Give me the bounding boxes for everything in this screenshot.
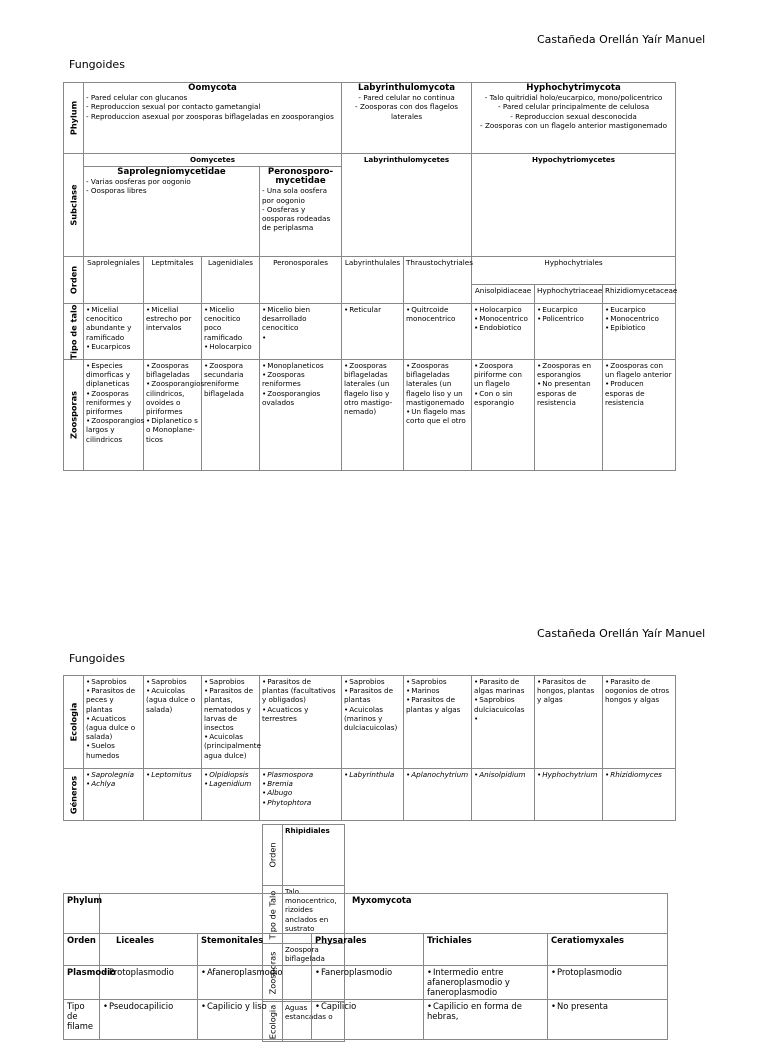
myxo-phylum-value: Myxomycota — [100, 894, 668, 934]
orden-hyphochytriales: Hyphochytriales — [472, 257, 676, 285]
myxo-orden-ceratiomyxales: Ceratiomyxales — [548, 934, 668, 966]
familia-hyphochytriaceae: Hyphochytriaceae — [535, 285, 603, 304]
myxo-tipo-stemonitales: • Capilicio y liso — [198, 1000, 312, 1040]
section-heading-2: Fungoides — [69, 652, 125, 665]
row-label-phylum: Phylum — [64, 83, 84, 154]
talo-saprolegniales: • Micelial cenocitico abundante y ramificado • Eucarpicos — [84, 304, 144, 360]
row-label-zoosporas: Zoosporas — [64, 360, 84, 471]
gen-labyrinthulales: • Labyrinthula — [342, 769, 404, 821]
orden-peronosporales: Peronosporales — [260, 257, 342, 304]
myxo-tipo-trichiales: • Capilicio en forma de hebras, — [424, 1000, 548, 1040]
zoo-lagenidiales: • Zoospora secundaria reniforme biflagelada — [202, 360, 260, 471]
familia-rhizidiomycetaceae: Rhizidiomycetaceae — [603, 285, 676, 304]
zoo-saprolegniales: • Especies dimorficas y diplaneticas • Zoosporas reniformes y piriformes • Zoosporangios largos y cilindricos — [84, 360, 144, 471]
orden-thraustochytriales: Thraustochytriales — [404, 257, 472, 304]
section-heading: Fungoides — [69, 58, 125, 71]
author-name-2: Castañeda Orellán Yaír Manuel — [537, 627, 706, 640]
rhipi-eco-label: Ecologia — [263, 1002, 283, 1042]
fungoides-table-2 — [63, 675, 676, 821]
eco-thraustochytriales: • Saprobios • Marinos • Parasitos de plantas y algas — [404, 676, 472, 769]
phylum-hyphochytrimycota: Hyphochytrimycota - Talo quitridial holo/eucarpico, mono/policentrico - Pared celular principalmente de celulosa - Reproduccion sexual desconocida - Zoosporas con un flagelo anterior mastigonemado — [472, 83, 676, 154]
eco-lagenidiales: • Saprobios • Parasitos de plantas, nematodos y larvas de insectos • Acuicolas (principalmente agua dulce) — [202, 676, 260, 769]
phylum-labyrinthulomycota: Labyrinthulomycota - Pared celular no continua - Zoosporas con dos flagelos laterales — [342, 83, 472, 154]
eco-hyphochytriaceae: • Parasitos de hongos, plantas y algas — [535, 676, 603, 769]
zoo-peronosporales: • Monoplaneticos • Zoosporas reniformes • Zoosporangios ovalados — [260, 360, 342, 471]
orden-labyrinthulales: Labyrinthulales — [342, 257, 404, 304]
phylum-oomycota: Oomycota - Pared celular con glucanos - Reproduccion sexual por contacto gametangial - Reproduccion asexual por zoosporas biflageladas en zoosporangios — [84, 83, 342, 154]
orden-lagenidiales: Lagenidiales — [202, 257, 260, 304]
clase-hypochytriomycetes: Hypochytriomycetes — [472, 154, 676, 257]
rhipi-zoo-value: Zoospora biflagelada — [283, 944, 345, 1002]
row-label-orden: Orden — [64, 257, 84, 304]
clase-oomycetes: Oomycetes — [84, 154, 342, 167]
zoo-thraustochytriales: • Zoosporas biflageladas laterales (un flagelo liso y un mastigonemado • Un flagelo mas corto que el otro — [404, 360, 472, 471]
myxo-orden-label: Orden — [64, 934, 100, 966]
myxo-plasmodio-label: Plasmodio — [64, 966, 100, 1000]
eco-rhizidiomycetaceae: • Parasito de oogonios de otros hongos y algas — [603, 676, 676, 769]
talo-leptmitales: • Micelial estrecho por intervalos — [144, 304, 202, 360]
clase-labyrinthulomycetes: Labyrinthulomycetes — [342, 154, 472, 257]
myxo-orden-trichiales: Trichiales — [424, 934, 548, 966]
zoo-rhizidiomycetaceae: • Zoosporas con un flagelo anterior • Producen esporas de resistencia — [603, 360, 676, 471]
talo-thraustochytriales: • Quitrcoide monocentrico — [404, 304, 472, 360]
gen-hyphochytriaceae: • Hyphochytrium — [535, 769, 603, 821]
rhipi-zoo-label: Zoosporas — [263, 944, 283, 1002]
zoo-labyrinthulales: • Zoosporas biflageladas laterales (un flagelo liso y otro mastigo-nemado) — [342, 360, 404, 471]
row-label-tipo-talo: Tipo de talo — [64, 304, 84, 360]
myxo-tipo-liceales: • Pseudocapilicio — [100, 1000, 198, 1040]
myxo-plas-physarales: • Faneroplasmodio — [312, 966, 424, 1000]
row-label-generos: Géneros — [64, 769, 84, 821]
eco-saprolegniales: • Saprobios • Parasitos de peces y plantas • Acuaticos (agua dulce o salada) • Suelos humedos — [84, 676, 144, 769]
myxo-orden-stemonitales: Stemonitales — [198, 934, 312, 966]
talo-hyphochytriaceae: • Eucarpico • Policentrico — [535, 304, 603, 360]
rhipi-orden-label: Orden — [263, 825, 283, 886]
myxo-plas-ceratiomyxales: • Protoplasmodio — [548, 966, 668, 1000]
familia-anisolpidiaceae: Anisolpidiaceae — [472, 285, 535, 304]
myxo-phylum-label: Phylum — [64, 894, 100, 934]
talo-labyrinthulales: • Reticular — [342, 304, 404, 360]
eco-peronosporales: • Parasitos de plantas (facultativos y obligados) • Acuaticos y terrestres — [260, 676, 342, 769]
row-label-subclase-clase: Subclase — [64, 154, 84, 257]
zoo-anisolpidiaceae: • Zoospora piriforme con un flagelo • Con o sin esporangio — [472, 360, 535, 471]
zoo-hyphochytriaceae: • Zoosporas en esporangios • No presentan esporas de resistencia — [535, 360, 603, 471]
author-name: Castañeda Orellán Yaír Manuel — [537, 33, 706, 46]
myxo-tipo-label: Tipo de filame — [64, 1000, 100, 1040]
talo-anisolpidiaceae: • Holocarpico • Monocentrico • Endobiotico — [472, 304, 535, 360]
rhipi-talo-value: Talo monocentrico, rizoides anclados en sustrato — [283, 886, 345, 944]
myxomycota-table — [63, 893, 668, 1040]
talo-lagenidiales: • Micelio cenocitico poco ramificado • Holocarpico — [202, 304, 260, 360]
subclase-peronosporomycetidae: Peronosporo-mycetidae - Una sola oosfera por oogonio - Oosferas y oosporas rodeadas de periplasma — [260, 167, 342, 257]
myxo-tipo-physarales: • Capilicio — [312, 1000, 424, 1040]
orden-leptmitales: Leptmitales — [144, 257, 202, 304]
myxo-orden-liceales: Liceales — [100, 934, 198, 966]
gen-anisolpidiaceae: • Anisolpidium — [472, 769, 535, 821]
gen-leptmitales: • Leptomitus — [144, 769, 202, 821]
talo-rhizidiomycetaceae: • Eucarpico • Monocentrico • Epibiotico — [603, 304, 676, 360]
row-label-ecologia: Ecologia — [64, 676, 84, 769]
gen-lagenidiales: • Olpidiopsis • Lagenidium — [202, 769, 260, 821]
rhipi-orden-value: Rhipidiales — [283, 825, 345, 886]
eco-leptmitales: • Saprobios • Acuicolas (agua dulce o salada) — [144, 676, 202, 769]
subclase-saprolegniomycetidae: Saprolegniomycetidae - Varias oosferas por oogonio - Oosporas libres — [84, 167, 260, 257]
myxo-tipo-ceratiomyxales: • No presenta — [548, 1000, 668, 1040]
rhipi-eco-value: Aguas estancadas o — [283, 1002, 345, 1042]
fungoides-table-1 — [63, 82, 676, 471]
gen-rhizidiomycetaceae: • Rhizidiomyces — [603, 769, 676, 821]
myxo-plas-stemonitales: • Afaneroplasmodio — [198, 966, 312, 1000]
gen-saprolegniales: • Saprolegnia • Achlya — [84, 769, 144, 821]
talo-peronosporales: • Micelio bien desarrollado cenocitico • — [260, 304, 342, 360]
eco-anisolpidiaceae: • Parasito de algas marinas • Saprobios dulciacuicolas • — [472, 676, 535, 769]
myxo-plas-liceales: • Protoplasmodio — [100, 966, 198, 1000]
gen-thraustochytriales: • Aplanochytrium — [404, 769, 472, 821]
zoo-leptmitales: • Zoosporas biflageladas • Zoosporangios cilindricos, ovoides o piriformes • Diplanetico s o Monoplane-ticos — [144, 360, 202, 471]
gen-peronosporales: • Plasmospora • Bremia • Albugo • Phytophtora — [260, 769, 342, 821]
orden-saprolegniales: Saprolegniales — [84, 257, 144, 304]
myxo-orden-physarales: Physarales — [312, 934, 424, 966]
eco-labyrinthulales: • Saprobios • Parasitos de plantas • Acuicolas (marinos y dulciacuicolas) — [342, 676, 404, 769]
rhipi-talo-label: Tipo de Talo — [263, 886, 283, 944]
myxo-plas-trichiales: • Intermedio entre afaneroplasmodio y faneroplasmodio — [424, 966, 548, 1000]
